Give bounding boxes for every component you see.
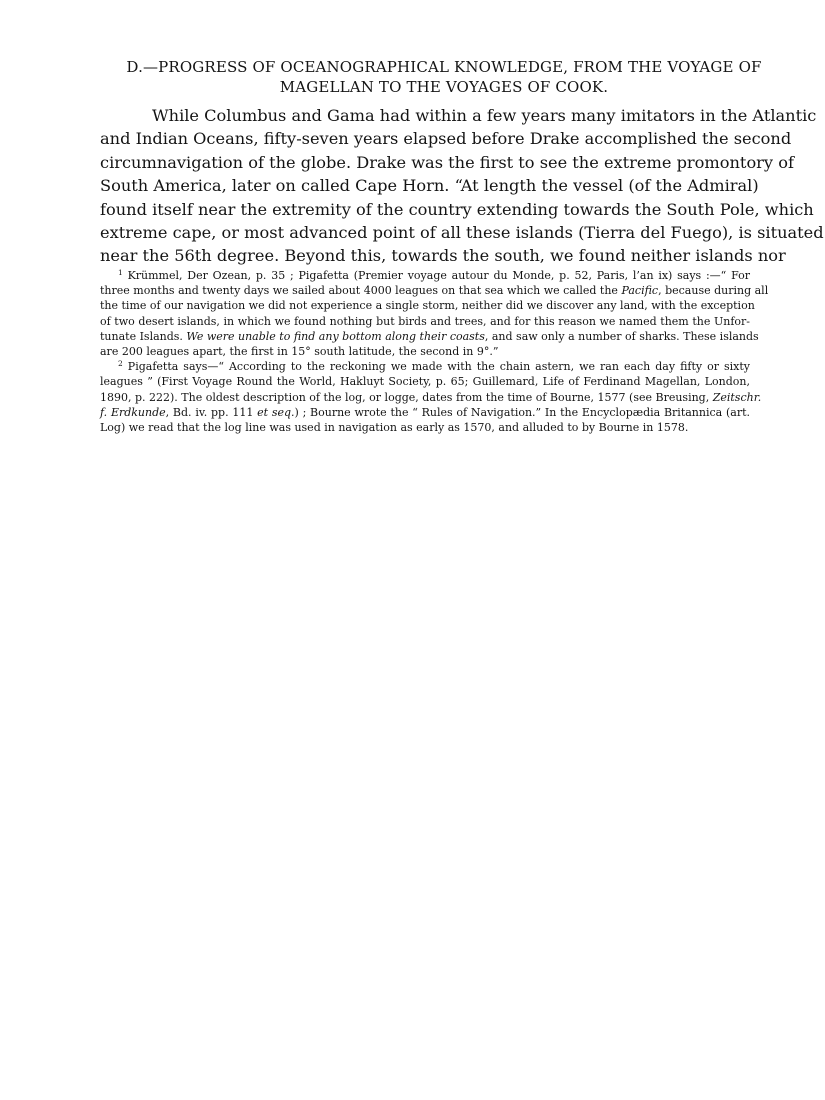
footnote-2-line-1 (100, 359, 750, 374)
section-heading-line-1: D.—PROGRESS OF OCEANOGRAPHICAL KNOWLEDGE, FROM THE VOYAGE OF (126, 58, 762, 76)
footnote-1-line-5-a: tunate Islands. (100, 329, 187, 343)
footnote-1-marker: 1 (118, 268, 123, 277)
footnote-1-line-2 (100, 283, 769, 298)
footnote-2 (100, 359, 762, 435)
footnote-1-pacific: Pacific (621, 284, 659, 298)
paragraph-line-2: and Indian Oceans, fifty-seven years elapsed before Drake accomplished the second (100, 129, 792, 149)
footnote-1-line-5-c: , and saw only a number of sharks. These islands (484, 329, 759, 343)
footnote-2-line-4-b: , Bd. iv. pp. 111 (165, 405, 258, 419)
footnote-1-line-6: are 200 leagues apart, the first in 15° south latitude, the second in 9°.” (100, 345, 499, 359)
paragraph-line-4: South America, later on called Cape Horn. “At length the vessel (of the Admiral) (100, 176, 759, 196)
footnote-1-line-2-a: three months and twenty days we sailed about 4000 leagues on that sea which we called the (100, 284, 622, 298)
footnote-1 (100, 268, 769, 359)
paragraph-line-3: circumnavigation of the globe. Drake was the first to see the extreme promontory of (100, 152, 794, 172)
footnote-1-line-3: the time of our navigation we did not experience a single storm, neither did we discover any land, with the exception (100, 299, 755, 313)
footnote-2-line-5: Log) we read that the log line was used in navigation as early as 1570, and alluded to by Bourne in 1578. (100, 421, 689, 435)
footnote-1-italic-quote: We were unable to find any bottom along their coasts (186, 329, 485, 343)
footnote-1-line-1 (100, 268, 750, 283)
paragraph-line-5: found itself near the extremity of the country extending towards the South Pole, which (100, 199, 814, 219)
footnote-2-marker: 2 (118, 359, 123, 369)
paragraph-line-1: While Columbus and Gama had within a few years many imitators in the Atlantic (152, 106, 817, 125)
footnote-1-line-1-text: Krümmel, Der Ozean, p. 35 ; Pigafetta (Premier voyage autour du Monde, p. 52, Paris, l’an ix) says :—“ For (127, 269, 750, 282)
footnote-2-line-1-text: Pigafetta says—“ According to the reckoning we made with the chain astern, we ran each day fifty or sixty (127, 360, 751, 374)
footnote-1-line-2-c: , because during all (658, 284, 769, 298)
footnote-2-zeitschr: Zeitschr. (712, 390, 762, 404)
footnote-2-line-3 (100, 390, 762, 405)
footnote-2-line-4-d: ) ; Bourne wrote the “ Rules of Navigation.” In the Encyclopædia Britannica (art. (294, 405, 750, 419)
paragraph-line-7: near the 56th degree. Beyond this, towards the south, we found neither islands nor (100, 246, 786, 266)
footnote-1-line-4: of two desert islands, in which we found nothing but birds and trees, and for this reason we named them the Unfor- (100, 314, 750, 328)
footnote-1-line-5 (100, 329, 759, 344)
body-paragraph (100, 104, 824, 268)
footnote-2-line-3-a: 1890, p. 222). The oldest description of the log, or logge, dates from the time of Bourne, 1577 (see Breusing, (100, 390, 713, 404)
section-heading (100, 57, 788, 97)
footnote-2-line-2: leagues ” (First Voyage Round the World, Hakluyt Society, p. 65; Guillemard, Life of Ferdinand Magellan, London, (100, 375, 750, 389)
paragraph-line-6: extreme cape, or most advanced point of all these islands (Tierra del Fuego), is situated (100, 223, 824, 243)
section-heading-line-2: MAGELLAN TO THE VOYAGES OF COOK. (279, 78, 609, 96)
footnote-2-erdkunde: f. Erdkunde (100, 405, 166, 419)
footnotes (100, 268, 769, 435)
footnote-2-line-4 (100, 405, 750, 420)
footnote-2-et-seq: et seq. (257, 405, 295, 419)
